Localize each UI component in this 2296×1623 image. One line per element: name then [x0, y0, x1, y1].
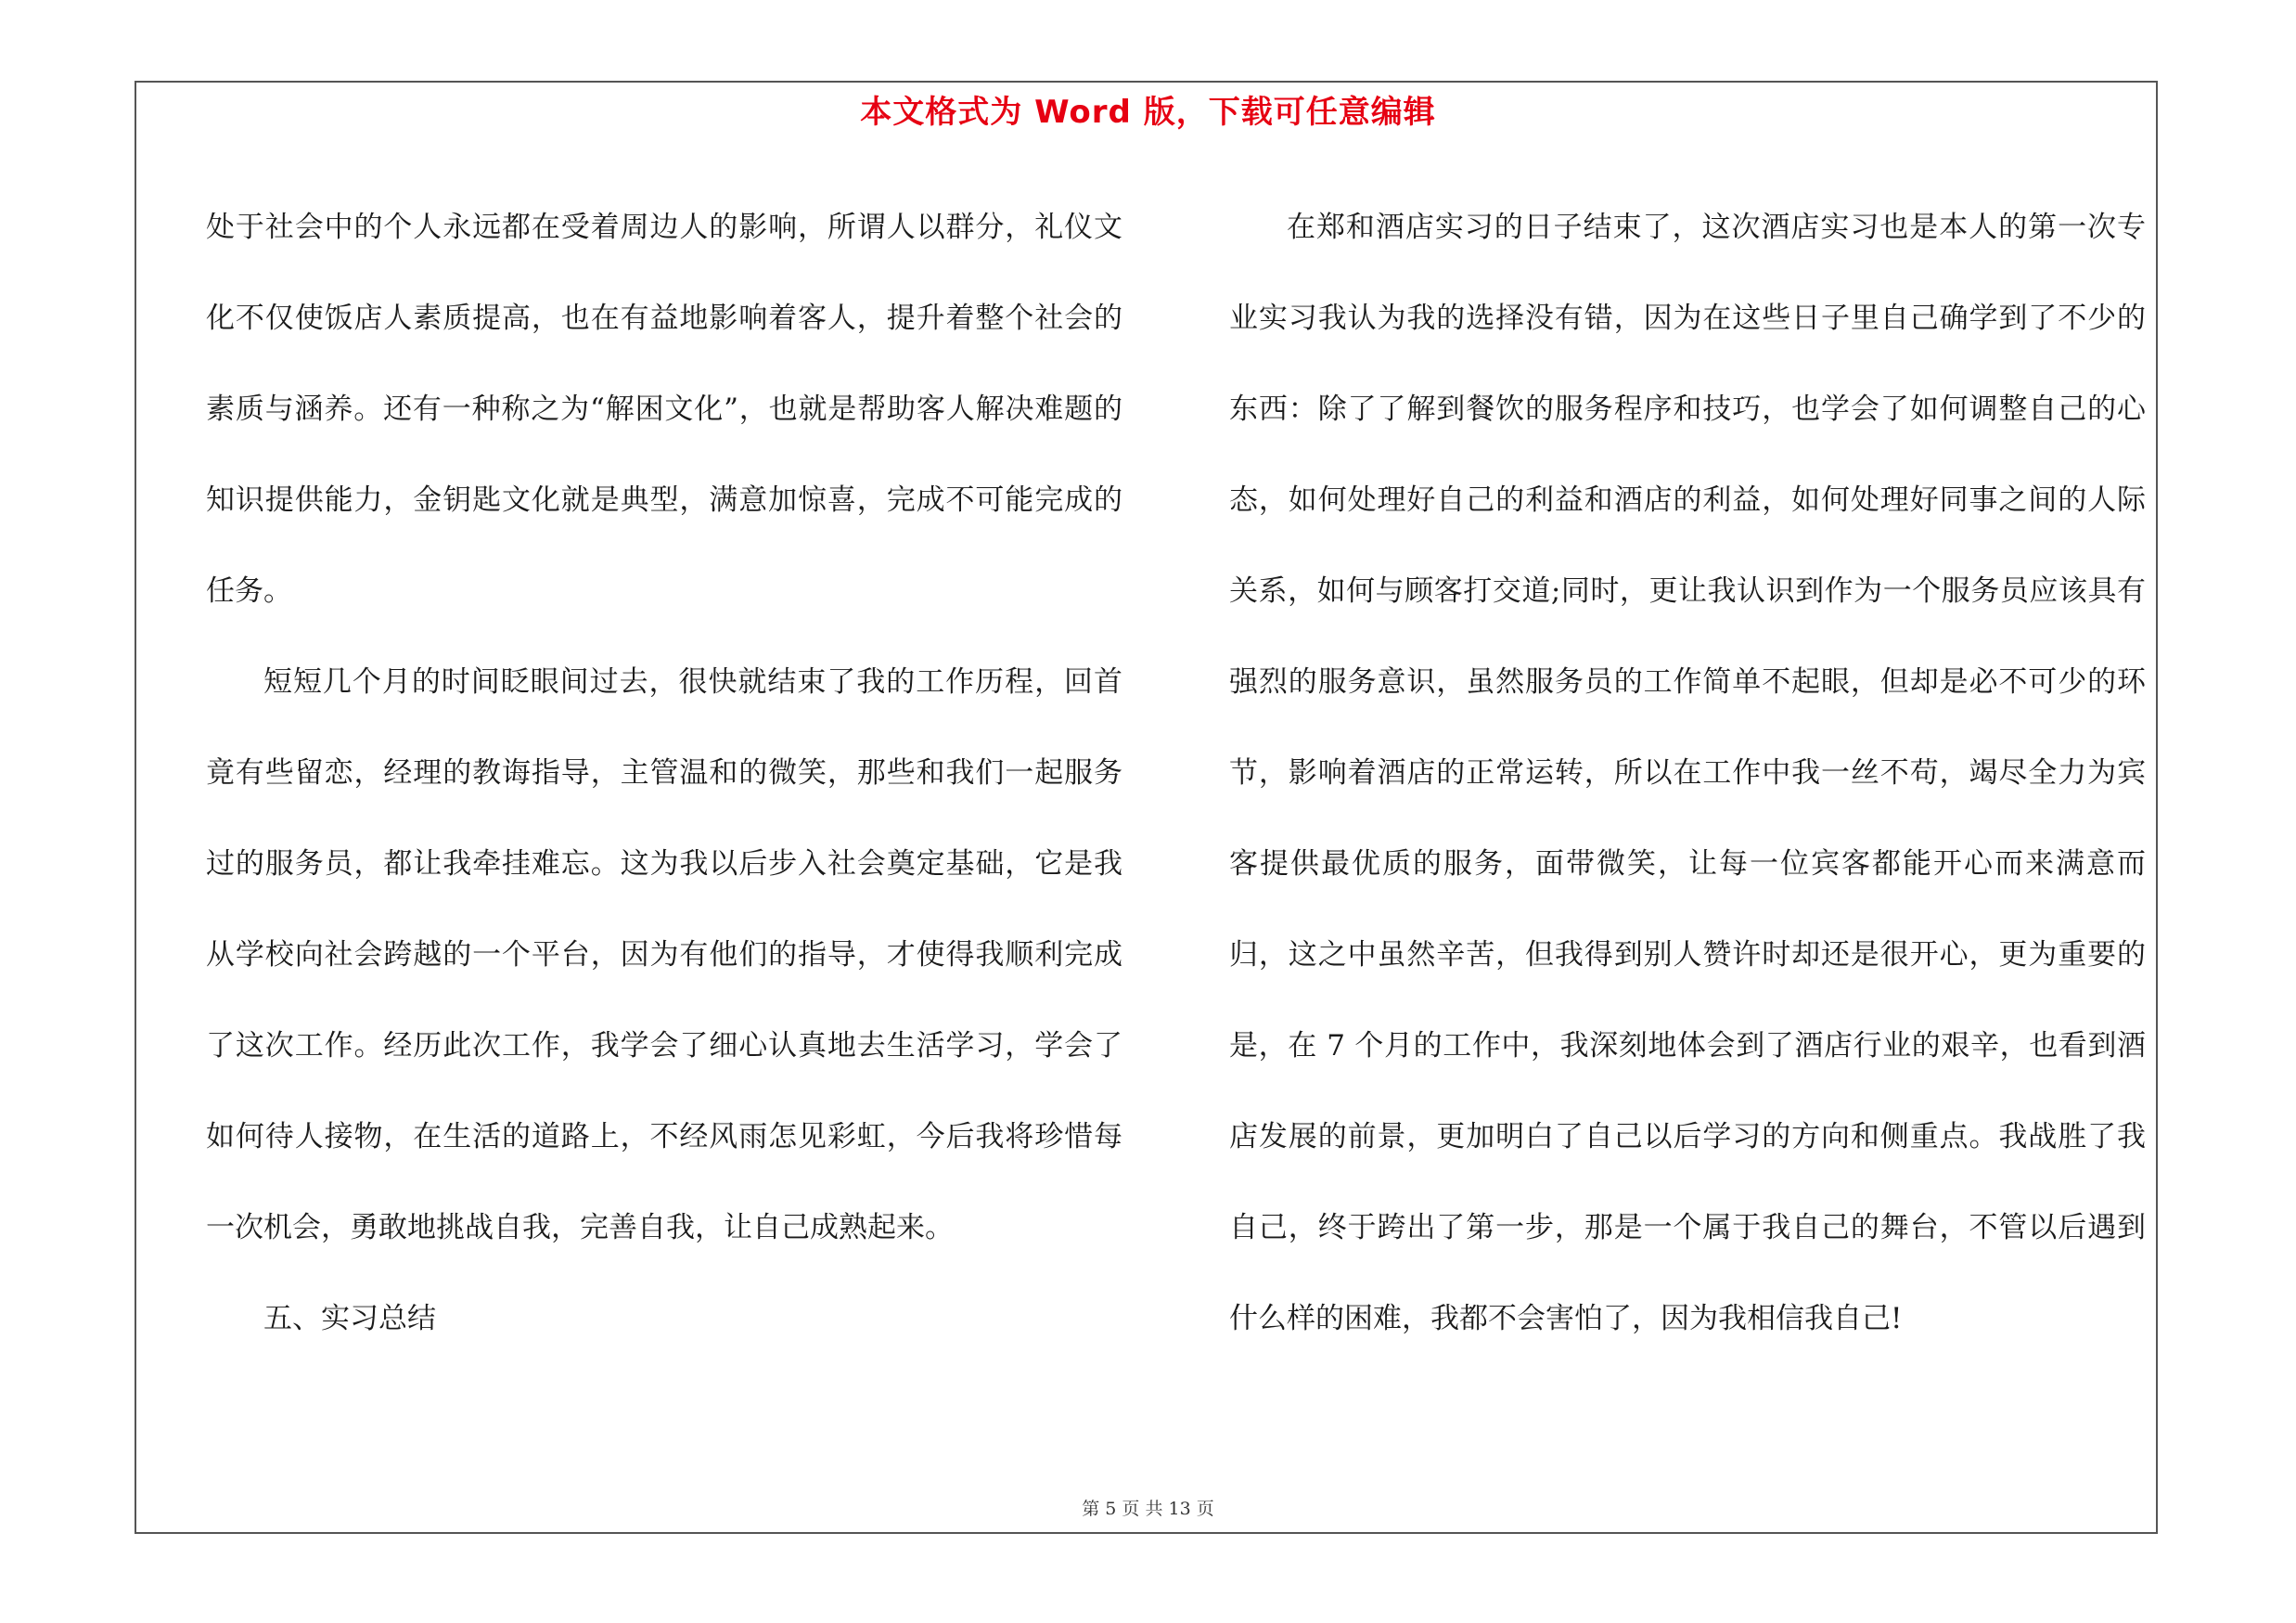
left-text-column	[206, 182, 1122, 1364]
word-format-banner: 本文格式为 Word 版，下载可任意编辑	[860, 94, 1436, 131]
left-paragraph-2: 短短几个月的时间眨眼间过去，很快就结束了我的工作历程，回首竟有些留恋，经理的教诲指导，主管温和的微笑，那些和我们一起服务过的服务员，都让我牵挂难忘。这为我以后步入社会奠定基础，它是我从学校向社会跨越的一个平台，因为有他们的指导，才使得我顺利完成了这次工作。经历此次工作，我学会了细心认真地去生活学习，学会了如何待人接物，在生活的道路上，不经风雨怎见彩虹，今后我将珍惜每一次机会，勇敢地挑战自我，完善自我，让自己成熟起来。	[206, 665, 1122, 1244]
page-number-footer: 第 5 页 共 13 页	[1082, 1499, 1214, 1519]
left-paragraph-1: 处于社会中的个人永远都在受着周边人的影响，所谓人以群分，礼仪文化不仅使饭店人素质提高，也在有益地影响着客人，提升着整个社会的素质与涵养。还有一种称之为“解困文化”，也就是帮助客人解决难题的知识提供能力，金钥匙文化就是典型，满意加惊喜，完成不可能完成的任务。	[206, 211, 1122, 608]
section-heading-summary: 五、实习总结	[263, 1302, 436, 1335]
right-text-column	[1229, 182, 2146, 1364]
right-paragraph-1: 在郑和酒店实习的日子结束了，这次酒店实习也是本人的第一次专业实习我认为我的选择没有错，因为在这些日子里自己确学到了不少的东西：除了了解到餐饮的服务程序和技巧，也学会了如何调整自己的心态，如何处理好自己的利益和酒店的利益，如何处理好同事之间的人际关系，如何与顾客打交道;同时，更让我认识到作为一个服务员应该具有强烈的服务意识，虽然服务员的工作简单不起眼，但却是必不可少的环节，影响着酒店的正常运转，所以在工作中我一丝不苟，竭尽全力为宾客提供最优质的服务，面带微笑，让每一位宾客都能开心而来满意而归，这之中虽然辛苦，但我得到别人赞许时却还是很开心，更为重要的是，在 7 个月的工作中，我深刻地体会到了酒店行业的艰辛，也看到酒店发展的前景，更加明白了自己以后学习的方向和侧重点。我战胜了我自己，终于跨出了第一步，那是一个属于我自己的舞台，不管以后遇到什么样的困难，我都不会害怕了，因为我相信我自己!	[1229, 211, 2146, 1335]
